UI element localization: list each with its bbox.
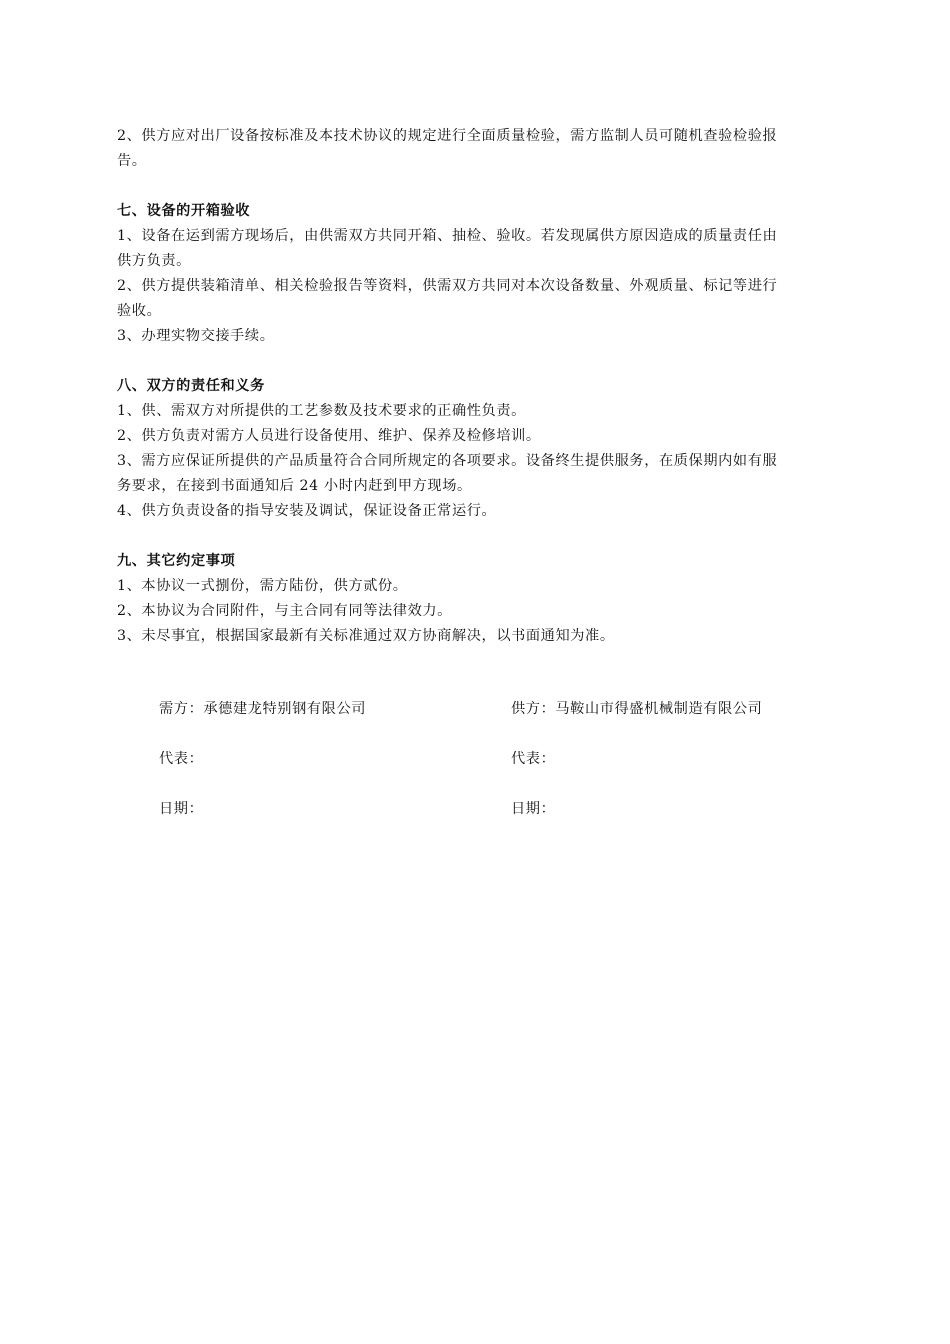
spacer	[117, 174, 862, 199]
section9-item1: 1、本协议一式捌份，需方陆份，供方贰份。	[117, 578, 408, 594]
section6-item2-line1: 2、供方应对出厂设备按标准及本技术协议的规定进行全面质量检验，需方监制人员可随机查验检验报	[117, 128, 778, 144]
buyer-date: 日期：	[159, 801, 204, 817]
section9-item2: 2、本协议为合同附件，与主合同有同等法律效力。	[117, 603, 452, 619]
section7-item1-line1: 1、设备在运到需方现场后，由供需双方共同开箱、抽检、验收。若发现属供方原因造成的质量责任由	[117, 228, 778, 244]
section9-title: 九、其它约定事项	[117, 553, 236, 569]
signature-row-representatives	[159, 747, 859, 797]
section7-item2-line2: 验收。	[117, 303, 162, 319]
signature-block	[159, 697, 859, 847]
signature-row-dates	[159, 797, 859, 847]
section8-title: 八、双方的责任和义务	[117, 378, 265, 394]
spacer	[117, 524, 862, 549]
section7-title: 七、设备的开箱验收	[117, 203, 251, 219]
section8-item4: 4、供方负责设备的指导安装及调试，保证设备正常运行。	[117, 503, 497, 519]
supplier-representative: 代表：	[511, 751, 556, 767]
buyer-name: 需方：承德建龙特别钢有限公司	[159, 701, 367, 717]
section8-item2: 2、供方负责对需方人员进行设备使用、维护、保养及检修培训。	[117, 428, 541, 444]
section7-item2-line1: 2、供方提供装箱清单、相关检验报告等资料，供需双方共同对本次设备数量、外观质量、标记等进行	[117, 278, 778, 294]
supplier-name: 供方：马鞍山市得盛机械制造有限公司	[511, 701, 763, 717]
section8-item3-line1: 3、需方应保证所提供的产品质量符合合同所规定的各项要求。设备终生提供服务，在质保期内如有服	[117, 453, 778, 469]
buyer-representative: 代表：	[159, 751, 204, 767]
signature-row-parties	[159, 697, 859, 747]
section7-item3: 3、办理实物交接手续。	[117, 328, 275, 344]
document-body	[117, 124, 862, 649]
section8-item1: 1、供、需双方对所提供的工艺参数及技术要求的正确性负责。	[117, 403, 526, 419]
spacer	[117, 349, 862, 374]
section8-item3-line2: 务要求，在接到书面通知后 24 小时内赶到甲方现场。	[117, 478, 472, 494]
supplier-date: 日期：	[511, 801, 556, 817]
section6-item2-line2: 告。	[117, 153, 147, 169]
section7-item1-line2: 供方负责。	[117, 253, 191, 269]
section9-item3: 3、未尽事宜，根据国家最新有关标准通过双方协商解决，以书面通知为准。	[117, 628, 615, 644]
